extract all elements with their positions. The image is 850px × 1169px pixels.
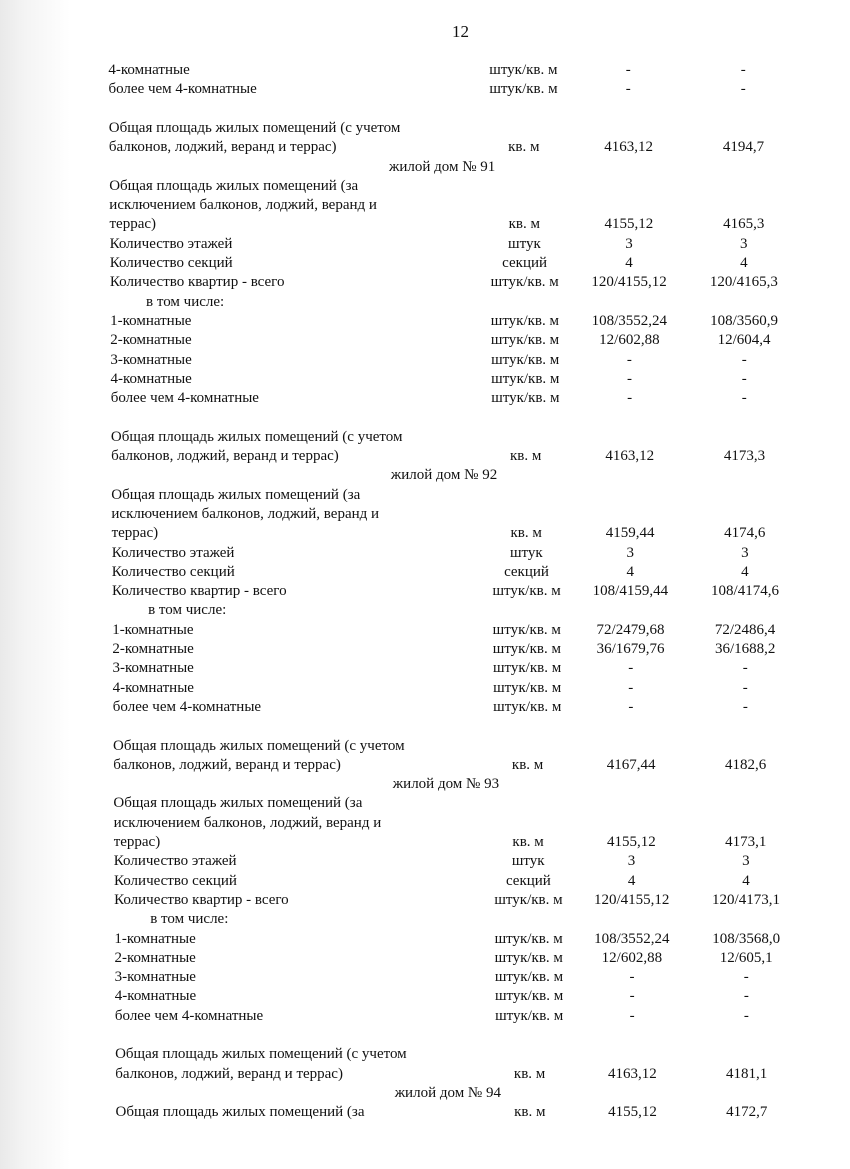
row-label: Общая площадь жилых помещений (за (113, 795, 363, 812)
row-label: балконов, лоджий, веранд и террас) (108, 139, 337, 156)
row-value-design: - (629, 969, 635, 986)
house-heading (0, 465, 850, 485)
row-unit: штук/кв. м (492, 583, 561, 600)
table-row (0, 330, 850, 350)
row-value-actual: - (740, 62, 746, 78)
row-label: 1-комнатные (112, 621, 194, 638)
row-label: 4-комнатные (108, 62, 190, 78)
row-value-design: - (628, 698, 634, 715)
row-value-design: 120/4155,12 (591, 274, 667, 291)
row-value-design: 12/602,88 (601, 949, 663, 966)
row-label: 4-комнатные (114, 988, 197, 1005)
row-label: Общая площадь жилых помещений (с учетом (110, 428, 403, 445)
row-value-design: - (629, 988, 635, 1005)
row-value-actual: - (742, 660, 748, 677)
row-unit: штук/кв. м (492, 641, 561, 657)
row-value-actual: 4 (742, 872, 750, 889)
row-value-actual: 4181,1 (725, 1065, 768, 1082)
row-label: в том числе: (146, 293, 225, 310)
row-unit: секций (505, 872, 551, 889)
row-label: Общая площадь жилых помещений (с учетом (108, 119, 401, 136)
table-row (0, 311, 850, 331)
row-label: Количество квартир - всего (109, 274, 285, 291)
row-unit: кв. м (508, 139, 540, 156)
row-value-design: - (629, 1007, 635, 1024)
row-label: 3-комнатные (114, 969, 196, 986)
row-value-design: 3 (625, 235, 633, 252)
row-value-design: - (625, 62, 631, 78)
row-value-design: 4 (627, 872, 636, 889)
row-value-design: 4163,12 (604, 139, 653, 156)
table-row (0, 658, 850, 678)
row-value-design: 36/1679,76 (596, 641, 665, 657)
row-label: 3-комнатные (112, 660, 194, 677)
table-row (0, 79, 850, 99)
house-title: жилой дом № 92 (390, 467, 498, 484)
table-row (0, 697, 850, 717)
row-unit: штук/кв. м (493, 679, 562, 696)
row-label: Общая площадь жилых помещений (с учетом (113, 737, 405, 754)
table-row (0, 272, 850, 292)
table-row (0, 871, 850, 891)
row-unit: кв. м (508, 216, 540, 233)
row-value-actual: - (741, 351, 747, 368)
house-title: жилой дом № 94 (394, 1084, 501, 1101)
row-unit: кв. м (510, 448, 542, 464)
row-value-actual: 120/4165,3 (709, 274, 778, 291)
table-row (0, 581, 850, 601)
row-label: 2-комнатные (110, 332, 192, 349)
row-value-design: 4163,12 (608, 1065, 657, 1082)
row-value-actual: 3 (741, 544, 749, 561)
row-unit: штук/кв. м (495, 1007, 564, 1024)
row-label: Количество этажей (109, 235, 233, 252)
row-value-actual: - (741, 390, 747, 407)
house-title: жилой дом № 93 (392, 776, 500, 793)
table-row (0, 986, 850, 1006)
house-heading (0, 1083, 850, 1103)
house-heading (0, 774, 850, 794)
row-value-design: 4155,12 (604, 216, 654, 233)
row-unit: кв. м (513, 1065, 546, 1082)
table-row (0, 60, 850, 80)
row-unit: штук/кв. м (492, 660, 562, 677)
table-row (0, 890, 850, 910)
row-value-actual: - (743, 969, 749, 986)
table-row (0, 350, 850, 370)
table-row (0, 967, 850, 987)
row-value-design: - (627, 390, 633, 407)
row-label: Количество квартир - всего (114, 891, 289, 908)
row-value-design: 3 (626, 544, 634, 561)
table-row (0, 678, 850, 698)
row-label: исключением балконов, лоджий, веранд и (113, 814, 382, 831)
table-row (0, 543, 850, 563)
row-value-design: - (625, 81, 631, 98)
row-label: балконов, лоджий, веранд и террас) (115, 1065, 343, 1082)
row-unit: штук/кв. м (490, 274, 559, 291)
row-unit: кв. м (514, 1104, 546, 1121)
table-row (0, 620, 850, 640)
row-label: исключением балконов, лоджий, веранд и (109, 197, 377, 214)
table-row (0, 234, 850, 254)
row-value-design: - (628, 660, 634, 677)
table-row (0, 562, 850, 582)
row-label: Количество секций (114, 872, 237, 889)
row-label: более чем 4-комнатные (108, 81, 257, 98)
row-value-design: - (627, 370, 632, 387)
table-row (0, 485, 850, 505)
row-label: 1-комнатные (114, 930, 196, 947)
table-row (0, 929, 850, 949)
table-row (0, 755, 850, 775)
row-value-actual: 108/3560,9 (710, 312, 779, 329)
house-heading (0, 157, 850, 177)
row-unit: кв. м (511, 756, 544, 773)
row-label: террас) (109, 216, 157, 233)
table-row (0, 851, 850, 871)
row-unit: кв. м (510, 525, 542, 542)
row-value-actual: 12/605,1 (719, 949, 773, 966)
row-value-actual: 36/1688,2 (714, 641, 776, 657)
row-value-actual: - (742, 698, 748, 715)
row-label: в том числе: (150, 911, 229, 928)
row-value-actual: - (740, 81, 746, 98)
row-unit: штук (511, 853, 545, 870)
row-value-actual: 3 (740, 235, 748, 252)
row-unit: штук/кв. м (494, 891, 563, 908)
table-row (0, 195, 850, 215)
row-unit: штук/кв. м (490, 312, 559, 329)
row-value-design: 120/4155,12 (593, 891, 670, 908)
row-label: более чем 4-комнатные (114, 1007, 264, 1024)
table-row (0, 909, 850, 929)
row-value-design: 4 (626, 563, 635, 580)
row-value-actual: 4173,1 (725, 834, 767, 850)
row-label: 1-комнатные (110, 312, 192, 329)
row-unit: штук/кв. м (491, 370, 560, 387)
row-unit: штук/кв. м (492, 621, 561, 638)
table-row (0, 793, 850, 813)
row-unit: штук (509, 544, 543, 561)
page-number: 12 (452, 22, 469, 41)
row-unit: секций (502, 255, 548, 271)
row-value-design: 4155,12 (607, 834, 656, 850)
row-value-design: 4155,12 (608, 1104, 657, 1121)
table-row (0, 369, 850, 389)
table-row (0, 832, 850, 852)
row-unit: штук/кв. м (494, 930, 563, 947)
row-label: Количество этажей (113, 853, 237, 870)
row-label: Общая площадь жилых помещений (за (109, 177, 359, 194)
table-row (0, 427, 850, 447)
row-unit: штук/кв. м (489, 62, 558, 78)
table-row (0, 446, 850, 466)
table-row (0, 600, 850, 620)
row-label: более чем 4-комнатные (110, 390, 259, 407)
table-row (0, 253, 850, 273)
row-unit: штук/кв. м (494, 969, 564, 986)
table-row (0, 292, 850, 312)
row-value-actual: - (743, 988, 749, 1005)
row-value-actual: 4182,6 (724, 756, 767, 773)
row-value-actual: - (742, 679, 748, 696)
row-value-actual: 4 (741, 563, 749, 580)
row-value-actual: 108/4174,6 (711, 583, 779, 600)
row-label: террас) (113, 834, 161, 850)
row-unit: штук/кв. м (490, 332, 560, 349)
row-unit: штук/кв. м (494, 949, 563, 966)
row-label: 2-комнатные (114, 949, 196, 966)
row-value-actual: 4194,7 (722, 139, 765, 156)
table-row (0, 948, 850, 968)
row-label: Общая площадь жилых помещений (с учетом (115, 1046, 407, 1063)
row-unit: штук/кв. м (493, 698, 562, 715)
row-value-actual: 4 (740, 255, 748, 271)
row-value-actual: 4165,3 (723, 216, 765, 233)
row-label: 4-комнатные (110, 370, 192, 387)
row-value-design: 4159,44 (605, 525, 655, 542)
row-value-design: 12/602,88 (599, 332, 660, 349)
row-label: Количество этажей (111, 544, 235, 561)
row-label: Общая площадь жилых помещений (за (115, 1104, 365, 1121)
row-value-actual: 108/3568,0 (712, 930, 781, 947)
row-unit: штук/кв. м (491, 390, 560, 407)
table-row (0, 214, 850, 234)
row-unit: штук/кв. м (489, 81, 558, 98)
row-unit: штук (508, 235, 541, 252)
row-value-design: 108/3552,24 (591, 312, 667, 329)
table-row (0, 176, 850, 196)
row-unit: секций (504, 563, 549, 580)
row-value-actual: 72/2486,4 (714, 621, 776, 638)
row-value-actual: 12/604,4 (717, 332, 771, 349)
table-row (0, 813, 850, 833)
row-unit: штук/кв. м (494, 988, 564, 1005)
row-value-actual: - (743, 1007, 749, 1024)
row-value-design: 4 (625, 255, 633, 271)
table-row (0, 118, 850, 138)
row-label: Количество секций (109, 255, 233, 271)
row-label: балконов, лоджий, веранд и террас) (113, 756, 341, 773)
row-value-actual: 3 (742, 853, 750, 870)
row-label: Количество квартир - всего (112, 583, 287, 600)
row-value-actual: 4172,7 (726, 1104, 768, 1121)
row-value-actual: 120/4173,1 (712, 891, 780, 908)
table-row (0, 639, 850, 659)
row-label: Общая площадь жилых помещений (за (111, 486, 361, 503)
table-row (0, 137, 850, 157)
row-label: в том числе: (148, 602, 227, 619)
house-title: жилой дом № 91 (389, 158, 496, 175)
row-value-design: - (626, 351, 632, 368)
row-label: 3-комнатные (110, 351, 192, 368)
row-value-actual: - (741, 370, 747, 387)
table-row (0, 1064, 850, 1084)
row-label: более чем 4-комнатные (112, 698, 262, 715)
row-value-actual: 4173,3 (723, 448, 766, 464)
table-row (0, 523, 850, 543)
table-row (0, 504, 850, 524)
row-unit: штук/кв. м (491, 351, 560, 368)
table-row (0, 1102, 850, 1122)
row-value-design: 108/3552,24 (594, 930, 670, 947)
row-value-design: 4167,44 (606, 756, 656, 773)
row-value-design: 108/4159,44 (592, 583, 669, 600)
row-value-design: 72/2479,68 (596, 621, 665, 638)
table-row (0, 736, 850, 756)
row-value-actual: 4174,6 (724, 525, 766, 542)
row-label: исключением балконов, лоджий, веранд и (111, 505, 380, 522)
row-value-design: 4163,12 (605, 448, 655, 464)
row-label: Количество секций (111, 563, 235, 580)
row-unit: кв. м (512, 834, 544, 850)
table-row (0, 1044, 850, 1064)
row-label: балконов, лоджий, веранд и террас) (111, 448, 339, 464)
table-row (0, 1006, 850, 1026)
row-label: террас) (111, 525, 159, 542)
table-row (0, 388, 850, 408)
row-label: 2-комнатные (112, 641, 194, 657)
row-value-design: - (628, 679, 634, 696)
row-label: 4-комнатные (112, 679, 194, 696)
row-value-design: 3 (627, 853, 636, 870)
